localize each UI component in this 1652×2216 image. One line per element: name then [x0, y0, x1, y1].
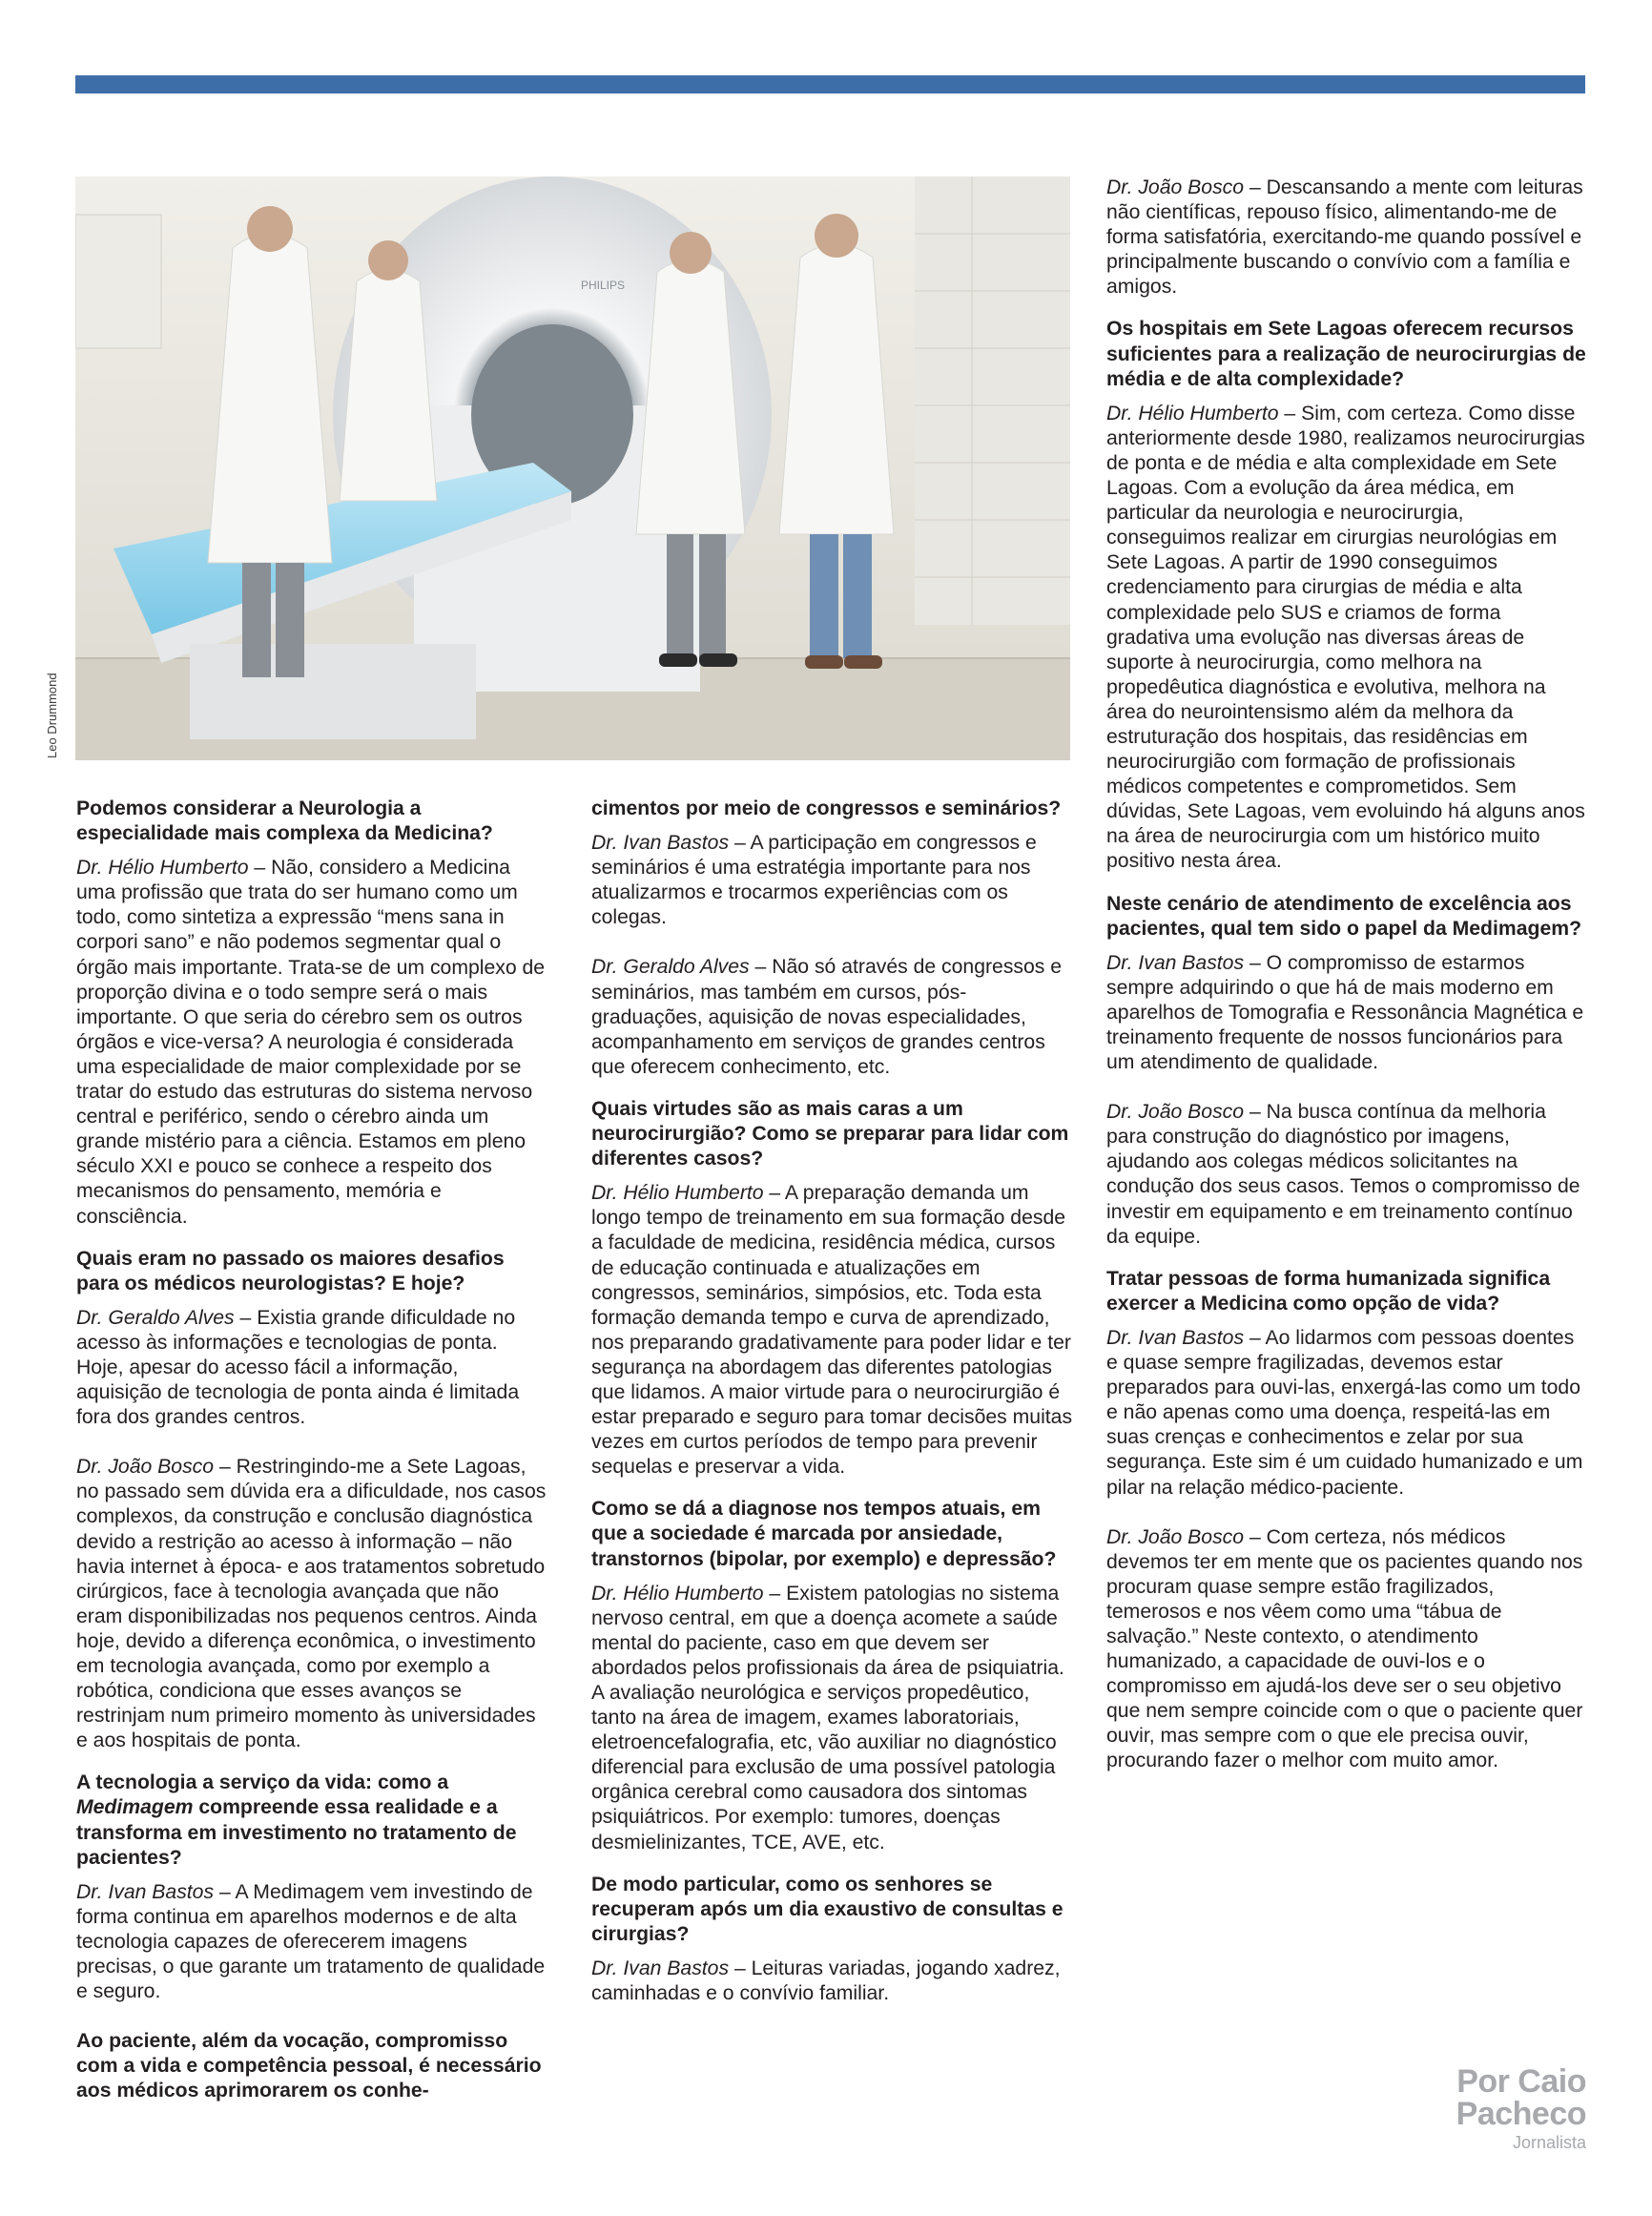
question-text: A tecnologia a serviço da vida: como a — [76, 1771, 449, 1794]
question-text: compreende essa realidade e a transforma em investimento no tratamento de pacientes? — [76, 1796, 517, 1869]
top-accent-bar — [75, 75, 1585, 93]
answer-text: – Não, considero a Medicina uma profissão que trata do ser humano como um todo, como sintetiza a expressão “mens sana in corpori sano” e não podemos segmentar qual o órgão mais importante. Trata-se de um complexo de proporção divina e o todo sempre será o mais importante. O que seria do cérebro sem os outros órgãos e vice-versa? A neurologia é considerada uma especialidade de maior complexidade por se tratar do estudo das estruturas do sistema nervoso central e periférico, sendo o cérebro ainda um grande mistério para a ciência. Estamos em pleno século XXI e pouco se conhece a respeito dos mecanismos do pensamento, memória e consciência. — [76, 857, 546, 1228]
answer-text: – A preparação demanda um longo tempo de treinamento em sua formação desde a faculdade de medicina, residência médica, cursos de educação continuada e atualizações em congressos, seminários, simpósios, etc. Toda esta formação demanda tempo e curva de aprendizado, nos preparando gradativamente para poder lidar e ter segurança na abordagem das diferentes patologias que lidamos. A maior virtude para o neurocirurgião é estar preparado e seguro para tomar decisões muitas vezes em curtos períodos de tempo para prevenir sequelas e preservar a vida. — [591, 1182, 1073, 1479]
answer-text: – Leituras variadas, jogando xadrez, caminhadas e o convívio familiar. — [591, 1957, 1061, 2005]
answer-text: – Sim, com certeza. Como disse anteriormente desde 1980, realizamos neurocirurgias de ponta e de média e alta complexidade em Sete Lagoas. Com a evolução da área médica, em particular da neurologia e neurocirurgia, conseguimos realizar em cirurgias neurológias em Sete Lagoas. A partir de 1990 conseguimos credenciamento para cirurgias de média e alta complexidade pelo SUS e criamos de forma gradativa uma evolução nas diversas áreas de suporte à neurocirurgia, como melhora na propedêutica diagnóstica e evolutiva, melhora na área do neurointensismo além da melhora da estruturação dos hospitais, das residências em neurocirurgião com formação de profissionais médicos competentes e comprometidos. Sem dúvidas, Sete Lagoas, vem evoluindo há alguns anos na área de neurocirurgia com um histórico muito positivo nesta área. — [1106, 402, 1585, 873]
answer-text: – Restringindo-me a Sete Lagoas, no passado sem dúvida era a dificuldade, nos casos complexos, da construção e conclusão diagnóstica devido a restrição ao acesso à informação – não havia internet à época- e aos tratamentos sobretudo cirúrgicos, face à tecnologia avançada que não eram disponibilizadas nos pequenos centros. Ainda hoje, devido a diferença econômica, o investimento em tecnologia avançada, como por exemplo a robótica, condiciona que esses avanços se restrinjam num primeiro momento às universidades e aos hospitais de ponta. — [76, 1456, 547, 1752]
question-heading: Quais eram no passado os maiores desafios para os médicos neurologistas? E hoje? — [76, 1247, 505, 1294]
answer-text: – Existia grande dificuldade no acesso às informações e tecnologias de ponta. Hoje, apesar do acesso fácil a informação, aquisição de tecnologia de ponta ainda é limitada fora dos grandes centros. — [76, 1306, 520, 1429]
question-heading: Os hospitais em Sete Lagoas oferecem recursos suficientes para a realização de neurocirurgias de média e de alta complexidade? — [1106, 318, 1586, 390]
answer-paragraph — [1106, 951, 1588, 1075]
answer-text: – A Medimagem vem investindo de forma continua em aparelhos modernos e de alta tecnologia capazes de oferecerem imagens precisas, o que garante um tratamento de qualidade e seguro. — [76, 1880, 546, 2003]
speaker-name: Dr. Geraldo Alves — [591, 956, 750, 979]
speaker-name: Dr. Ivan Bastos — [1106, 951, 1245, 974]
question-heading: Podemos considerar a Neurologia a especialidade mais complexa da Medicina? — [76, 797, 493, 845]
column-middle — [591, 797, 1073, 2031]
speaker-name: Dr. João Bosco — [1106, 1101, 1245, 1124]
answer-paragraph — [1106, 176, 1588, 300]
answer-paragraph — [591, 1957, 1073, 2006]
speaker-name: Dr. Hélio Humberto — [591, 1582, 764, 1605]
speaker-name: Dr. Hélio Humberto — [76, 857, 249, 880]
speaker-name: Dr. Hélio Humberto — [591, 1182, 764, 1205]
speaker-name: Dr. Ivan Bastos — [76, 1880, 215, 1903]
answer-text: – A participação em congressos e seminários é uma estratégia importante para nos atualizarmos e trocarmos experiências com os colegas. — [591, 832, 1037, 929]
scanner-brand-label: PHILIPS — [581, 279, 626, 292]
speaker-name: Dr. João Bosco — [76, 1456, 215, 1479]
answer-paragraph — [591, 1181, 1073, 1480]
answer-paragraph — [1106, 1100, 1588, 1250]
author-byline — [1456, 2065, 1586, 2153]
brand-name: Medimagem — [76, 1796, 194, 1819]
photo-credit: Leo Drummond — [45, 673, 59, 758]
speaker-name: Dr. Ivan Bastos — [591, 832, 730, 855]
answer-text: – Com certeza, nós médicos devemos ter em mente que os pacientes quando nos procuram quase sempre estão fragilizados, temerosos e nos vêem como uma “tábua de salvação.” Neste contexto, o atendimento humanizado, a capacidade de ouvi-los e o compromisso em ajudá-los deve ser o seu objetivo que nem sempre coincide com o que o paciente quer ouvir, mas sempre com o que ele precisa ouvir, procurando fazer o melhor com muito amor. — [1106, 1525, 1583, 1772]
answer-paragraph — [1106, 1525, 1588, 1774]
speaker-name: Dr. Geraldo Alves — [76, 1306, 235, 1329]
speaker-name: Dr. João Bosco — [1106, 1525, 1245, 1548]
answer-text: – Na busca contínua da melhoria para construção do diagnóstico por imagens, ajudando aos colegas médicos solicitantes na condução dos seus casos. Temos o compromisso de investir em equipamento e em treinamento contínuo da equipe. — [1106, 1101, 1580, 1248]
speaker-name: Dr. Hélio Humberto — [1106, 402, 1279, 425]
byline-role: Jornalista — [1512, 2133, 1586, 2152]
answer-paragraph — [1106, 402, 1588, 875]
byline-line-1: Por Caio — [1456, 2063, 1586, 2100]
answer-paragraph — [76, 1455, 548, 1753]
column-left — [76, 797, 548, 2114]
doctors-photo — [75, 176, 1070, 760]
question-heading: Tratar pessoas de forma humanizada significa exercer a Medicina como opção de vida? — [1106, 1267, 1551, 1315]
question-heading: Quais virtudes são as mais caras a um neurocirurgião? Como se preparar para lidar com diferentes casos? — [591, 1097, 1069, 1170]
question-heading: Ao paciente, além da vocação, compromisso com a vida e competência pessoal, é necessário aos médicos aprimorarem os conhe- — [76, 2030, 542, 2102]
question-heading — [76, 1771, 548, 1870]
answer-paragraph — [76, 1306, 548, 1430]
question-heading: Neste cenário de atendimento de excelência aos pacientes, qual tem sido o papel da Medimagem? — [1106, 892, 1582, 940]
answer-text: – Não só através de congressos e seminários, mas também em cursos, pós-graduações, aquisição de novas especialidades, acompanhamento em serviços de grandes centros que oferecem conhecimento, etc. — [591, 956, 1063, 1078]
column-right — [1106, 176, 1588, 1799]
answer-text: – O compromisso de estarmos sempre adquirindo o que há de mais moderno em aparelhos de Tomografia e Ressonância Magnética e treinamento frequente de nossos funcionários para um atendimento de qualidade. — [1106, 951, 1584, 1074]
answer-text: – Existem patologias no sistema nervoso central, em que a doença acomete a saúde mental do paciente, caso em que devem ser abordados pelos profissionais da área de psiquiatria. A avaliação neurológica e serviços propedêutico, tanto na área de imagem, exames laboratoriais, eletroencefalografia, etc, vão auxiliar no diagnóstico diferencial para exclusão de uma possível patologia orgânica cerebral como causadora dos sintomas psiquiátricos. Por exemplo: tumores, doenças desmielinizantes, TCE, AVE, etc. — [591, 1582, 1064, 1854]
question-heading: cimentos por meio de congressos e seminários? — [591, 797, 1062, 819]
speaker-name: Dr. Ivan Bastos — [591, 1957, 730, 1979]
speaker-name: Dr. João Bosco — [1106, 176, 1245, 198]
answer-paragraph — [591, 955, 1073, 1079]
answer-paragraph — [1106, 1326, 1588, 1501]
answer-text: – Ao lidarmos com pessoas doentes e quase sempre fragilizadas, devemos estar preparados para ouvi-las, enxergá-las como um todo e não apenas como uma doença, respeitá-las em suas crenças e conhecimentos e zelar por sua segurança. Este sim é um cuidado humanizado e um pilar na relação médico-paciente. — [1106, 1326, 1583, 1499]
question-heading: De modo particular, como os senhores se recuperam após um dia exaustivo de consultas e cirurgias? — [591, 1873, 1063, 1945]
mri-room-illustration — [75, 176, 1070, 760]
answer-paragraph — [76, 856, 548, 1229]
answer-paragraph — [591, 831, 1073, 930]
answer-text: – Descansando a mente com leituras não científicas, repouso físico, alimentando-me de forma satisfatória, exercitando-me quando possível e principalmente buscando o convívio com a família e amigos. — [1106, 176, 1583, 299]
question-heading: Como se dá a diagnose nos tempos atuais, em que a sociedade é marcada por ansiedade, transtornos (bipolar, por exemplo) e depressão? — [591, 1498, 1057, 1570]
answer-paragraph — [591, 1582, 1073, 1855]
speaker-name: Dr. Ivan Bastos — [1106, 1326, 1245, 1349]
answer-paragraph — [76, 1880, 548, 2004]
byline-line-2: Pacheco — [1456, 2096, 1586, 2132]
